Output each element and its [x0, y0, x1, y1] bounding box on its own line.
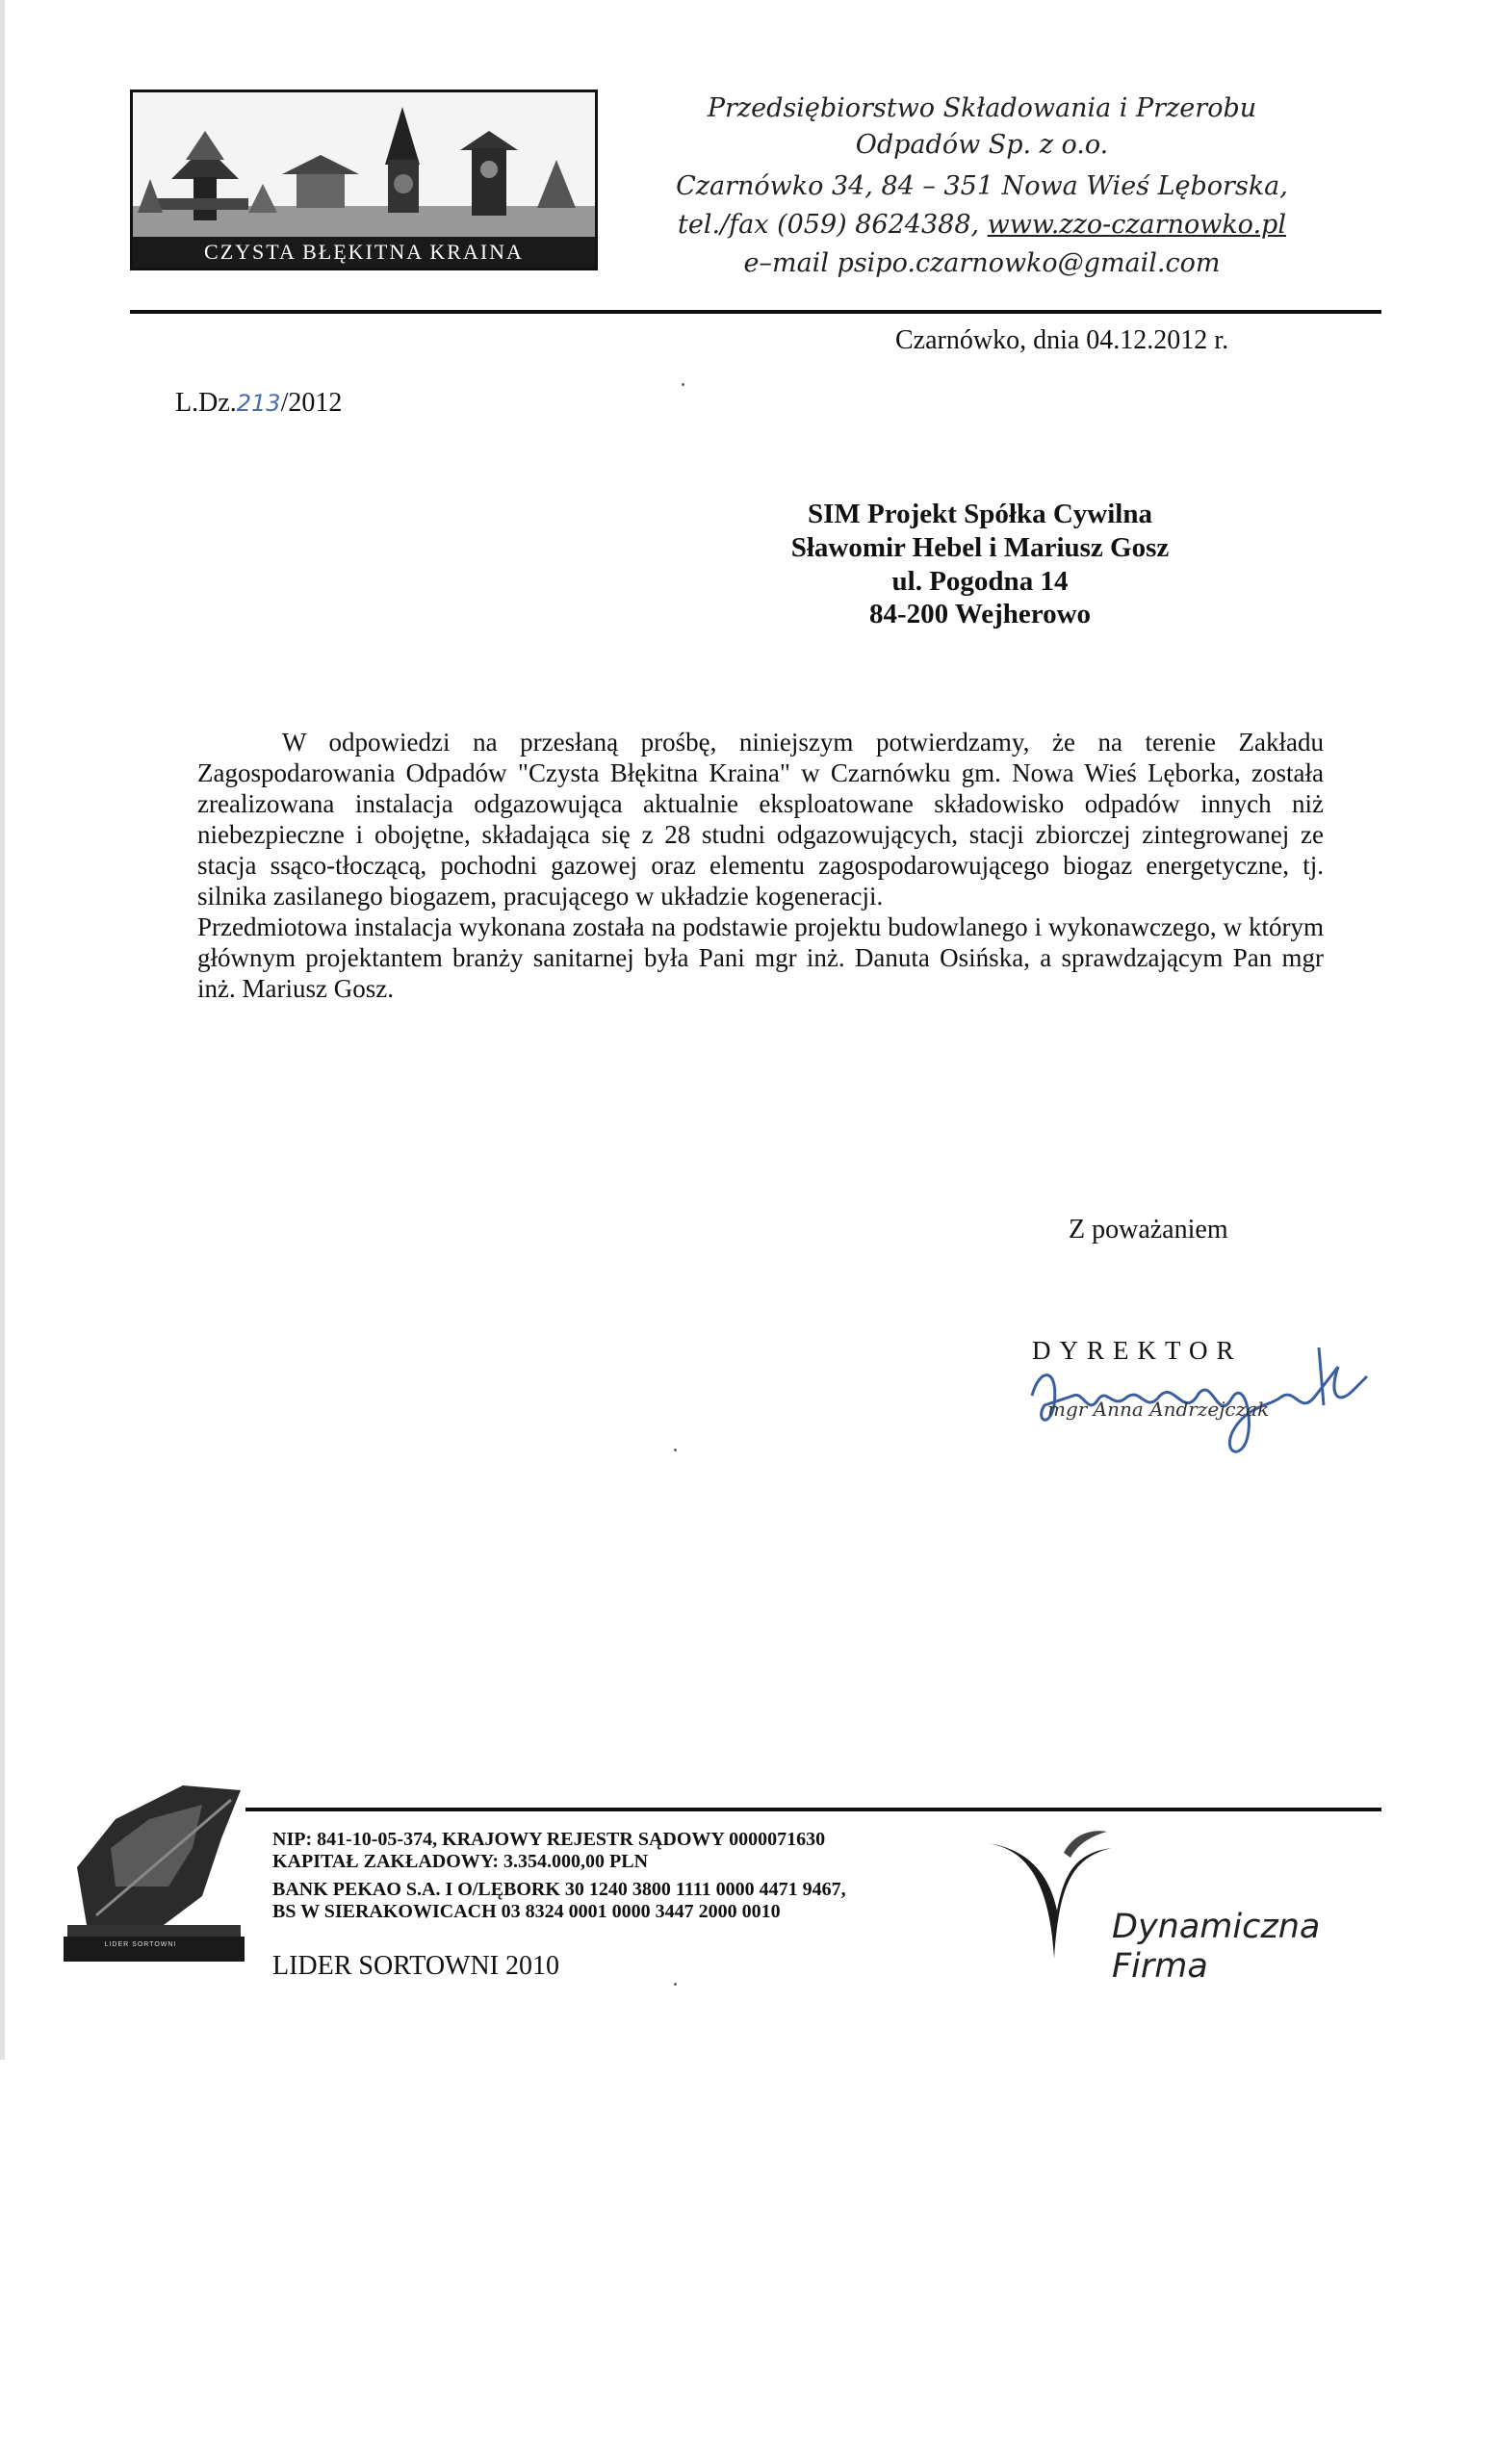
dynamiczna-firma-swoosh-icon	[982, 1824, 1117, 1968]
award-trophy-icon	[58, 1781, 250, 1964]
company-email[interactable]: e–mail psipo.czarnowko@gmail.com	[743, 248, 1221, 278]
company-name-line1: Przedsiębiorstwo Składowania i Przerobu	[707, 93, 1257, 123]
recipient-line: Sławomir Hebel i Mariusz Gosz	[790, 532, 1170, 563]
company-website-link[interactable]: www.zzo-czarnowko.pl	[987, 210, 1286, 240]
company-logo	[130, 90, 598, 270]
footer-nip-krs: NIP: 841-10-05-374, KRAJOWY REJESTR SĄDOWY 0000071630	[272, 1829, 826, 1850]
signatory-title: DYREKTOR	[1032, 1336, 1243, 1365]
footer-bank-bs: BS W SIERAKOWICACH 03 8324 0001 0000 3447 2000 0010	[272, 1901, 781, 1922]
logo-banner-text: CZYSTA BŁĘKITNA KRAINA	[133, 237, 595, 268]
dynamiczna-firma-line1: Dynamiczna	[1112, 1908, 1321, 1946]
footer-divider	[245, 1808, 1381, 1811]
reference-suffix: /2012	[280, 388, 343, 418]
company-phone: tel./fax (059) 8624388,	[678, 210, 988, 240]
dynamiczna-firma-line2: Firma	[1112, 1947, 1208, 1986]
letter-body	[197, 727, 1324, 1004]
scan-speck	[674, 1983, 677, 1986]
footer-bank-pekao: BANK PEKAO S.A. I O/LĘBORK 30 1240 3800 1111 0000 4471 9467,	[272, 1879, 846, 1900]
closing-salutation: Z poważaniem	[1069, 1215, 1228, 1245]
reference-number	[175, 388, 342, 419]
scan-speck	[674, 1449, 677, 1451]
scan-speck	[682, 383, 684, 386]
recipient-line: SIM Projekt Spółka Cywilna	[808, 499, 1152, 529]
letter-paragraph-1: W odpowiedzi na przesłaną prośbę, niniejszym potwierdzamy, że na terenie Zakładu Zagospodarowania Odpadów "Czysta Błękitna Kraina" w Czarnówku gm. Nowa Wieś Lęborka, została zrealizowana instalacja odgazowująca aktualnie eksploatowane składowisko odpadów innych niż niebezpieczne i obojętne, składająca się z 28 studni odgazowujących, stacji zbiorczej zintegrowanej ze stacja ssąco-tłoczącą, pochodni gazowej oraz elementu zagospodarowującego biogaz energetyczne, tj. silnika zasilanego biogazem, pracującego w układzie kogeneracji.	[197, 728, 1324, 911]
logo-landscape-illustration	[133, 92, 595, 237]
reference-handwritten-number: 213	[236, 390, 281, 417]
letter-paragraph-2: Przedmiotowa instalacja wykonana została na podstawie projektu budowlanego i wykonawczego, w którym głównym projektantem branży sanitarnej była Pani mgr inż. Danuta Osińska, a sprawdzającym Pan mgr inż. Mariusz Gosz.	[197, 912, 1324, 1003]
award-plaque-text: LIDER SORTOWNI	[104, 1941, 177, 1948]
company-name-line2: Odpadów Sp. z o.o.	[855, 130, 1109, 160]
recipient-line: 84-200 Wejherowo	[868, 599, 1092, 629]
recipient-line: ul. Pogodna 14	[891, 566, 1069, 597]
company-address: Czarnówko 34, 84 – 351 Nowa Wieś Lęborska,	[676, 171, 1288, 201]
award-caption: LIDER SORTOWNI 2010	[272, 1951, 560, 1981]
place-and-date: Czarnówko, dnia 04.12.2012 r.	[895, 325, 1229, 355]
company-contact	[635, 210, 1328, 240]
footer-capital: KAPITAŁ ZAKŁADOWY: 3.354.000,00 PLN	[272, 1851, 649, 1872]
scan-edge	[0, 0, 5, 2060]
signatory-name: mgr Anna Andrzejczak	[1047, 1398, 1270, 1421]
header-divider	[130, 310, 1381, 314]
reference-prefix: L.Dz.	[175, 388, 237, 418]
